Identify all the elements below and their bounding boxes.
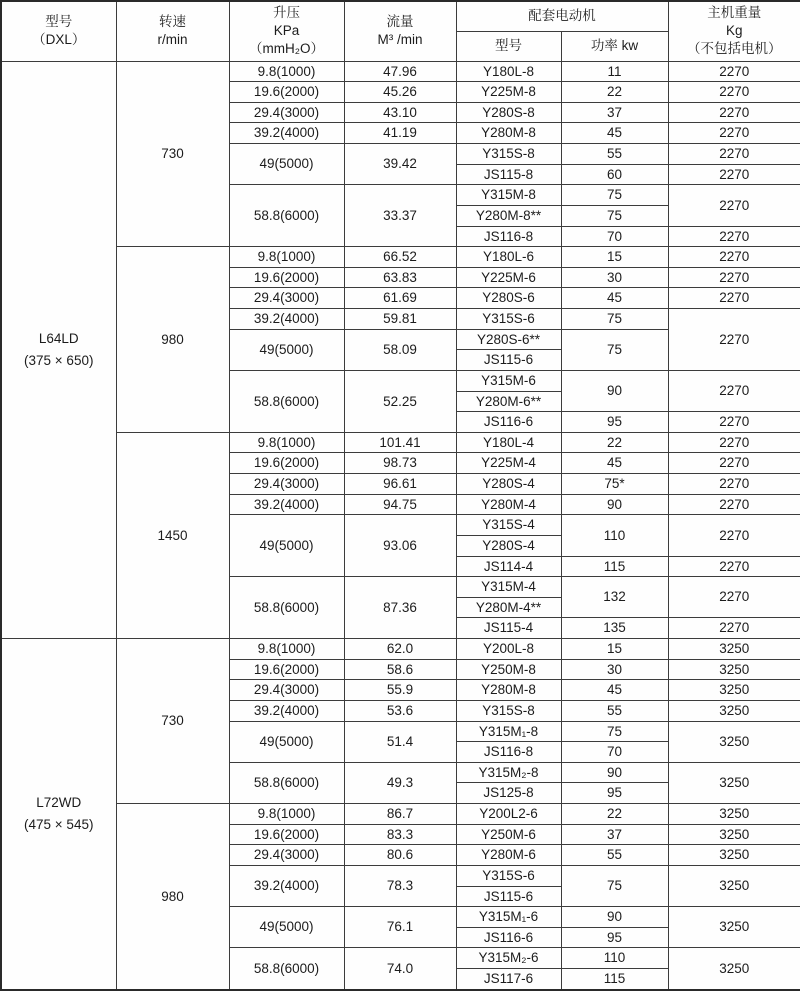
motor-model-cell: Y225M-4 xyxy=(456,453,561,474)
power-cell: 75 xyxy=(561,309,668,330)
motor-model-cell: JS125-8 xyxy=(456,783,561,804)
flow-cell: 94.75 xyxy=(344,494,456,515)
power-cell: 75* xyxy=(561,474,668,495)
weight-cell: 3250 xyxy=(668,804,800,825)
power-cell: 70 xyxy=(561,226,668,247)
motor-model-cell: JS115-6 xyxy=(456,350,561,371)
model-cell: L72WD (475 × 545) xyxy=(1,639,116,991)
pressure-cell: 19.6(2000) xyxy=(229,659,344,680)
motor-model-cell: Y280S-8 xyxy=(456,102,561,123)
pressure-cell: 58.8(6000) xyxy=(229,948,344,990)
power-cell: 75 xyxy=(561,721,668,742)
power-cell: 90 xyxy=(561,907,668,928)
flow-cell: 52.25 xyxy=(344,370,456,432)
power-cell: 90 xyxy=(561,494,668,515)
pressure-cell: 9.8(1000) xyxy=(229,639,344,660)
flow-cell: 80.6 xyxy=(344,845,456,866)
pressure-cell: 29.4(3000) xyxy=(229,680,344,701)
pressure-cell: 39.2(4000) xyxy=(229,865,344,906)
weight-cell: 3250 xyxy=(668,721,800,762)
header-row xyxy=(1,1,800,31)
motor-model-cell: JS114-4 xyxy=(456,556,561,577)
flow-cell: 87.36 xyxy=(344,577,456,639)
pressure-cell: 9.8(1000) xyxy=(229,247,344,268)
power-cell: 135 xyxy=(561,618,668,639)
weight-cell: 2270 xyxy=(668,412,800,433)
flow-cell: 74.0 xyxy=(344,948,456,990)
motor-model-cell: Y280M-4** xyxy=(456,597,561,618)
flow-cell: 86.7 xyxy=(344,804,456,825)
motor-model-cell: JS116-6 xyxy=(456,927,561,948)
pressure-cell: 58.8(6000) xyxy=(229,577,344,639)
motor-model-cell: Y280S-6** xyxy=(456,329,561,350)
weight-cell: 3250 xyxy=(668,845,800,866)
weight-cell: 2270 xyxy=(668,370,800,411)
motor-model-cell: Y315M₂-6 xyxy=(456,948,561,969)
motor-model-cell: Y280M-6** xyxy=(456,391,561,412)
power-cell: 95 xyxy=(561,412,668,433)
weight-cell: 2270 xyxy=(668,515,800,556)
table-row xyxy=(1,804,800,825)
power-cell: 75 xyxy=(561,205,668,226)
table-row xyxy=(1,639,800,660)
power-cell: 75 xyxy=(561,329,668,370)
motor-model-cell: Y225M-8 xyxy=(456,82,561,103)
pressure-cell: 49(5000) xyxy=(229,329,344,370)
power-cell: 45 xyxy=(561,453,668,474)
weight-cell: 2270 xyxy=(668,474,800,495)
pressure-cell: 49(5000) xyxy=(229,515,344,577)
speed-cell: 980 xyxy=(116,247,229,433)
power-cell: 11 xyxy=(561,61,668,82)
weight-cell: 2270 xyxy=(668,164,800,185)
col-header-flow: 流量 M³ /min xyxy=(344,1,456,61)
col-header-pressure: 升压 KPa （mmH₂O） xyxy=(229,1,344,61)
pressure-cell: 58.8(6000) xyxy=(229,762,344,803)
speed-cell: 980 xyxy=(116,804,229,991)
weight-cell: 2270 xyxy=(668,288,800,309)
power-cell: 75 xyxy=(561,185,668,206)
motor-model-cell: JS115-4 xyxy=(456,618,561,639)
pressure-cell: 39.2(4000) xyxy=(229,309,344,330)
col-header-motor-power: 功率 kw xyxy=(561,31,668,61)
motor-model-cell: Y180L-6 xyxy=(456,247,561,268)
speed-cell: 730 xyxy=(116,639,229,804)
power-cell: 37 xyxy=(561,102,668,123)
model-cell: L64LD (375 × 650) xyxy=(1,61,116,639)
motor-model-cell: Y280S-4 xyxy=(456,474,561,495)
weight-cell: 3250 xyxy=(668,907,800,948)
motor-model-cell: Y280M-8 xyxy=(456,680,561,701)
pressure-cell: 9.8(1000) xyxy=(229,432,344,453)
weight-cell: 2270 xyxy=(668,247,800,268)
power-cell: 45 xyxy=(561,288,668,309)
spec-table-head xyxy=(1,1,800,61)
motor-model-cell: Y250M-6 xyxy=(456,824,561,845)
power-cell: 115 xyxy=(561,969,668,991)
weight-cell: 2270 xyxy=(668,453,800,474)
motor-model-cell: Y280M-4 xyxy=(456,494,561,515)
weight-cell: 3250 xyxy=(668,762,800,803)
weight-cell: 2270 xyxy=(668,144,800,165)
flow-cell: 66.52 xyxy=(344,247,456,268)
weight-cell: 3250 xyxy=(668,659,800,680)
weight-cell: 2270 xyxy=(668,267,800,288)
power-cell: 22 xyxy=(561,804,668,825)
power-cell: 55 xyxy=(561,845,668,866)
flow-cell: 41.19 xyxy=(344,123,456,144)
power-cell: 90 xyxy=(561,762,668,783)
weight-cell: 2270 xyxy=(668,61,800,82)
weight-cell: 2270 xyxy=(668,185,800,226)
motor-model-cell: JS115-8 xyxy=(456,164,561,185)
power-cell: 15 xyxy=(561,247,668,268)
pressure-cell: 29.4(3000) xyxy=(229,102,344,123)
weight-cell: 3250 xyxy=(668,639,800,660)
power-cell: 95 xyxy=(561,927,668,948)
pressure-cell: 39.2(4000) xyxy=(229,700,344,721)
power-cell: 55 xyxy=(561,700,668,721)
table-row xyxy=(1,247,800,268)
pressure-cell: 19.6(2000) xyxy=(229,267,344,288)
power-cell: 30 xyxy=(561,267,668,288)
motor-model-cell: JS116-8 xyxy=(456,226,561,247)
pressure-cell: 19.6(2000) xyxy=(229,82,344,103)
power-cell: 22 xyxy=(561,432,668,453)
speed-cell: 1450 xyxy=(116,432,229,638)
pressure-cell: 39.2(4000) xyxy=(229,123,344,144)
flow-cell: 93.06 xyxy=(344,515,456,577)
motor-model-cell: Y280S-6 xyxy=(456,288,561,309)
weight-cell: 3250 xyxy=(668,865,800,906)
motor-model-cell: Y280S-4 xyxy=(456,535,561,556)
weight-cell: 2270 xyxy=(668,82,800,103)
flow-cell: 61.69 xyxy=(344,288,456,309)
weight-cell: 3250 xyxy=(668,700,800,721)
power-cell: 60 xyxy=(561,164,668,185)
flow-cell: 51.4 xyxy=(344,721,456,762)
col-header-motor-model: 型号 xyxy=(456,31,561,61)
flow-cell: 96.61 xyxy=(344,474,456,495)
flow-cell: 43.10 xyxy=(344,102,456,123)
motor-model-cell: Y200L2-6 xyxy=(456,804,561,825)
weight-cell: 2270 xyxy=(668,123,800,144)
flow-cell: 39.42 xyxy=(344,144,456,185)
power-cell: 22 xyxy=(561,82,668,103)
weight-cell: 2270 xyxy=(668,494,800,515)
flow-cell: 101.41 xyxy=(344,432,456,453)
weight-cell: 2270 xyxy=(668,226,800,247)
pressure-cell: 19.6(2000) xyxy=(229,453,344,474)
motor-model-cell: Y280M-8 xyxy=(456,123,561,144)
flow-cell: 53.6 xyxy=(344,700,456,721)
power-cell: 95 xyxy=(561,783,668,804)
weight-cell: 2270 xyxy=(668,309,800,371)
motor-model-cell: Y315S-8 xyxy=(456,700,561,721)
power-cell: 110 xyxy=(561,515,668,556)
power-cell: 115 xyxy=(561,556,668,577)
weight-cell: 2270 xyxy=(668,102,800,123)
motor-model-cell: Y315S-6 xyxy=(456,865,561,886)
motor-model-cell: Y250M-8 xyxy=(456,659,561,680)
flow-cell: 78.3 xyxy=(344,865,456,906)
motor-model-cell: Y280M-6 xyxy=(456,845,561,866)
speed-cell: 730 xyxy=(116,61,229,247)
power-cell: 37 xyxy=(561,824,668,845)
motor-model-cell: JS117-6 xyxy=(456,969,561,991)
pressure-cell: 9.8(1000) xyxy=(229,804,344,825)
pressure-cell: 39.2(4000) xyxy=(229,494,344,515)
flow-cell: 33.37 xyxy=(344,185,456,247)
spec-table-body xyxy=(1,61,800,990)
motor-model-cell: Y315M-8 xyxy=(456,185,561,206)
flow-cell: 45.26 xyxy=(344,82,456,103)
weight-cell: 2270 xyxy=(668,577,800,618)
flow-cell: 76.1 xyxy=(344,907,456,948)
table-row xyxy=(1,432,800,453)
flow-cell: 58.6 xyxy=(344,659,456,680)
weight-cell: 2270 xyxy=(668,618,800,639)
motor-model-cell: Y200L-8 xyxy=(456,639,561,660)
power-cell: 45 xyxy=(561,680,668,701)
power-cell: 110 xyxy=(561,948,668,969)
pressure-cell: 9.8(1000) xyxy=(229,61,344,82)
flow-cell: 59.81 xyxy=(344,309,456,330)
flow-cell: 58.09 xyxy=(344,329,456,370)
flow-cell: 55.9 xyxy=(344,680,456,701)
motor-model-cell: Y315M₁-8 xyxy=(456,721,561,742)
motor-model-cell: Y280M-8** xyxy=(456,205,561,226)
flow-cell: 83.3 xyxy=(344,824,456,845)
table-row xyxy=(1,61,800,82)
flow-cell: 98.73 xyxy=(344,453,456,474)
motor-model-cell: Y315S-8 xyxy=(456,144,561,165)
pressure-cell: 29.4(3000) xyxy=(229,474,344,495)
col-header-model: 型号 （DXL） xyxy=(1,1,116,61)
flow-cell: 63.83 xyxy=(344,267,456,288)
pressure-cell: 49(5000) xyxy=(229,144,344,185)
col-header-motor-group: 配套电动机 xyxy=(456,1,668,31)
motor-model-cell: JS116-8 xyxy=(456,742,561,763)
power-cell: 55 xyxy=(561,144,668,165)
motor-model-cell: Y180L-8 xyxy=(456,61,561,82)
pressure-cell: 58.8(6000) xyxy=(229,185,344,247)
col-header-weight: 主机重量 Kg （不包括电机） xyxy=(668,1,800,61)
power-cell: 70 xyxy=(561,742,668,763)
weight-cell: 3250 xyxy=(668,948,800,990)
motor-model-cell: JS115-6 xyxy=(456,886,561,907)
flow-cell: 49.3 xyxy=(344,762,456,803)
weight-cell: 3250 xyxy=(668,680,800,701)
motor-model-cell: Y225M-6 xyxy=(456,267,561,288)
motor-model-cell: Y315S-4 xyxy=(456,515,561,536)
pressure-cell: 29.4(3000) xyxy=(229,845,344,866)
weight-cell: 3250 xyxy=(668,824,800,845)
power-cell: 75 xyxy=(561,865,668,906)
weight-cell: 2270 xyxy=(668,556,800,577)
motor-model-cell: Y180L-4 xyxy=(456,432,561,453)
power-cell: 90 xyxy=(561,370,668,411)
motor-model-cell: Y315M₁-6 xyxy=(456,907,561,928)
pressure-cell: 29.4(3000) xyxy=(229,288,344,309)
col-header-speed: 转速 r/min xyxy=(116,1,229,61)
power-cell: 30 xyxy=(561,659,668,680)
motor-model-cell: Y315M₂-8 xyxy=(456,762,561,783)
flow-cell: 47.96 xyxy=(344,61,456,82)
pressure-cell: 19.6(2000) xyxy=(229,824,344,845)
pressure-cell: 49(5000) xyxy=(229,907,344,948)
motor-model-cell: Y315M-6 xyxy=(456,370,561,391)
pressure-cell: 49(5000) xyxy=(229,721,344,762)
pressure-cell: 58.8(6000) xyxy=(229,370,344,432)
motor-model-cell: Y315M-4 xyxy=(456,577,561,598)
power-cell: 45 xyxy=(561,123,668,144)
motor-model-cell: Y315S-6 xyxy=(456,309,561,330)
motor-model-cell: JS116-6 xyxy=(456,412,561,433)
power-cell: 132 xyxy=(561,577,668,618)
flow-cell: 62.0 xyxy=(344,639,456,660)
power-cell: 15 xyxy=(561,639,668,660)
weight-cell: 2270 xyxy=(668,432,800,453)
